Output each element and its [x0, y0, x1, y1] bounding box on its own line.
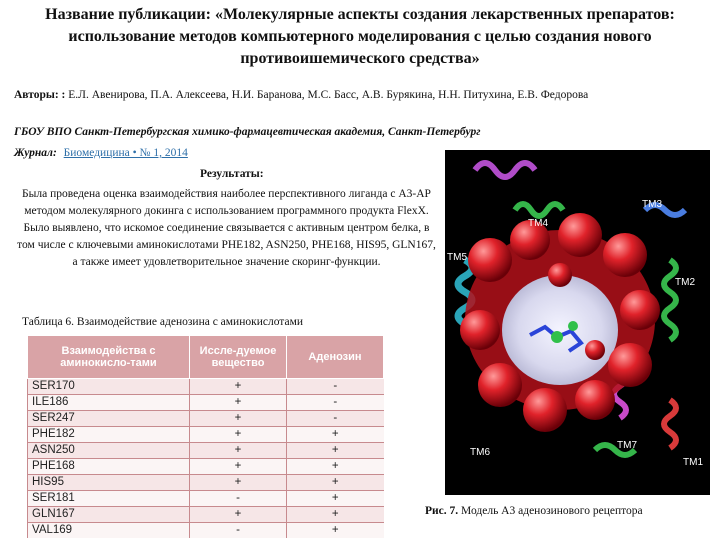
- table-row: [28, 411, 384, 427]
- substance-cell: +: [190, 427, 287, 443]
- amino-acid-cell: ILE186: [28, 395, 190, 411]
- adenosine-cell: -: [287, 411, 384, 427]
- authors-line: [14, 87, 704, 103]
- adenosine-cell: +: [287, 507, 384, 523]
- table-row: [28, 507, 384, 523]
- amino-acid-cell: SER181: [28, 491, 190, 507]
- journal-label: Журнал:: [14, 147, 57, 159]
- table-row: [28, 395, 384, 411]
- substance-cell: -: [190, 491, 287, 507]
- amino-acid-cell: SER170: [28, 379, 190, 395]
- figure-caption-label: Рис. 7.: [425, 505, 459, 517]
- adenosine-cell: +: [287, 459, 384, 475]
- receptor-model-figure: [445, 150, 710, 495]
- table-row: [28, 427, 384, 443]
- adenosine-cell: +: [287, 427, 384, 443]
- amino-acid-cell: PHE182: [28, 427, 190, 443]
- substance-cell: +: [190, 507, 287, 523]
- table-row: [28, 459, 384, 475]
- substance-cell: +: [190, 475, 287, 491]
- table-row: [28, 443, 384, 459]
- amino-acid-cell: SER247: [28, 411, 190, 427]
- tm-label: TM1: [683, 457, 703, 468]
- substance-cell: -: [190, 523, 287, 539]
- interaction-table: [27, 335, 384, 538]
- substance-cell: +: [190, 379, 287, 395]
- table-row: [28, 475, 384, 491]
- adenosine-cell: +: [287, 443, 384, 459]
- organization: ГБОУ ВПО Санкт-Петербургская химико-фармацевтическая академия, Санкт-Петербург: [14, 126, 481, 138]
- results-text: Была проведена оценка взаимодействия наиболее перспективного лиганда с A3-AP методом молекулярного докинга с использованием программного продукта FlexX. Было выявлено, что искомое соединение связывается с активным центром белка, в том числе с ключевыми аминокислотами PHE182, ASN250, PHE168, HIS95, GLN167, а также имеет удовлетворительное значение скоринг-функции.: [17, 188, 436, 268]
- publication-title: Название публикации: «Молекулярные аспекты создания лекарственных препаратов: использование методов компьютерного моделирования с целью создания нового противоишемического средства»: [45, 6, 675, 67]
- substance-cell: +: [190, 459, 287, 475]
- journal-link[interactable]: Биомедицина • № 1, 2014: [63, 147, 188, 159]
- substance-cell: +: [190, 395, 287, 411]
- amino-acid-cell: GLN167: [28, 507, 190, 523]
- substance-cell: +: [190, 411, 287, 427]
- table-row: [28, 523, 384, 539]
- table-header-aminoacid: Взаимодейства с аминокисло-тами: [28, 336, 190, 379]
- adenosine-cell: +: [287, 475, 384, 491]
- adenosine-cell: -: [287, 379, 384, 395]
- tm-label: TM4: [528, 218, 548, 229]
- tm-label: TM5: [447, 252, 467, 263]
- table-header-substance: Иссле-дуемое вещество: [190, 336, 287, 379]
- authors-label: Авторы: :: [14, 89, 66, 101]
- tm-label: TM6: [470, 447, 490, 458]
- table-row: [28, 491, 384, 507]
- adenosine-cell: -: [287, 395, 384, 411]
- amino-acid-cell: HIS95: [28, 475, 190, 491]
- receptor-model-image: [445, 150, 710, 495]
- tm-label: TM7: [617, 440, 637, 451]
- authors-names: Е.Л. Авенирова, П.А. Алексеева, Н.И. Баранова, М.С. Басс, А.В. Бурякина, Н.Н. Питухина, Е.В. Федорова: [68, 89, 589, 101]
- substance-cell: +: [190, 443, 287, 459]
- table-row: [28, 379, 384, 395]
- tm-label: TM2: [675, 277, 695, 288]
- tm-label: TM3: [642, 199, 662, 210]
- adenosine-cell: +: [287, 491, 384, 507]
- figure-caption-text: Модель A3 аденозинового рецептора: [461, 505, 643, 517]
- table-header-adenosine: Аденозин: [287, 336, 384, 379]
- results-heading: Результаты:: [200, 168, 264, 180]
- amino-acid-cell: VAL169: [28, 523, 190, 539]
- table-caption: Таблица 6. Взаимодействие аденозина с аминокислотами: [22, 316, 304, 328]
- figure-caption: [425, 505, 643, 517]
- amino-acid-cell: PHE168: [28, 459, 190, 475]
- adenosine-cell: +: [287, 523, 384, 539]
- amino-acid-cell: ASN250: [28, 443, 190, 459]
